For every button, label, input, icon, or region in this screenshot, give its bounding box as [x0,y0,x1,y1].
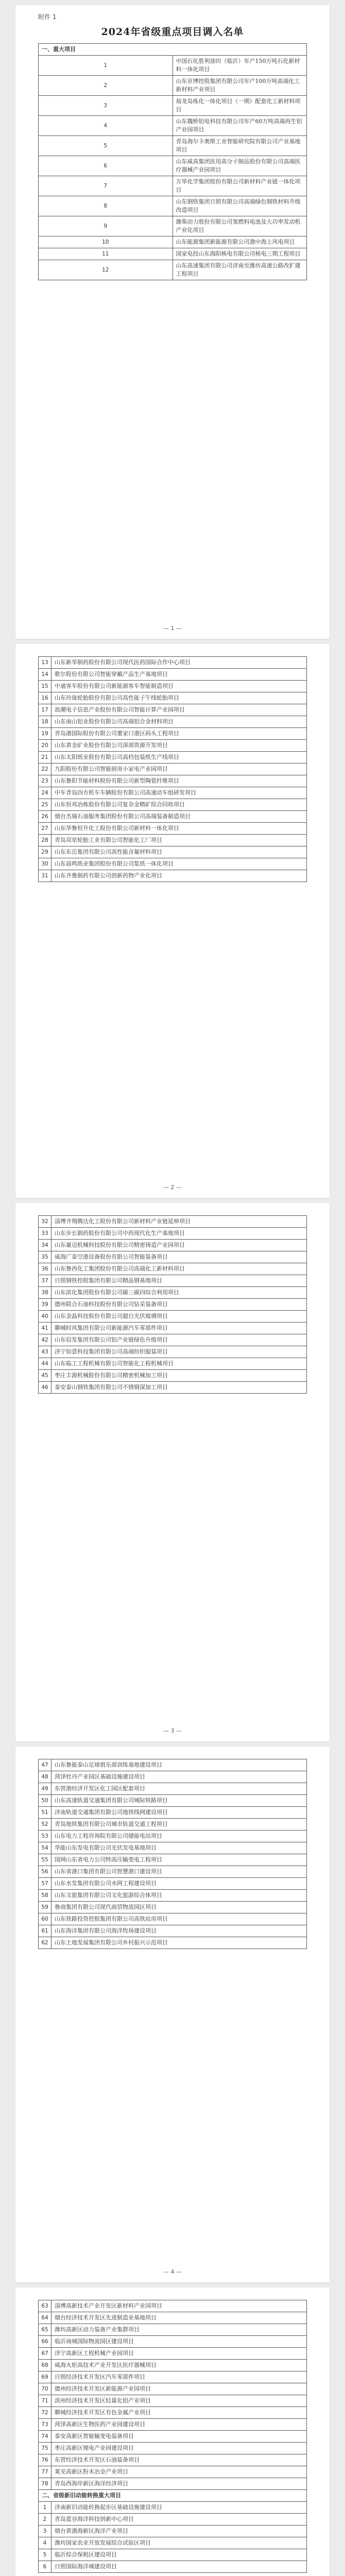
project-number: 15 [39,681,51,692]
project-row [39,2324,307,2336]
project-name: 山东威高集团医用高分子制品股份有限公司高端医疗器械产业园项目 [173,156,307,176]
project-number: 2 [39,2514,51,2526]
project-row [39,858,307,870]
project-name: 山东金晶科技股份有限公司超白光伏玻璃项目 [51,1311,307,1323]
project-number: 24 [39,787,51,799]
project-row [39,2443,307,2454]
project-name: 青岛蓝谷海洋科技创新中心项目 [51,2514,307,2526]
page-number: — 1 — [163,625,182,632]
project-row [39,2454,307,2466]
project-name: 山东铁路投资控股集团有限公司高铁站房项目 [51,1913,307,1925]
project-number: 72 [39,2407,51,2419]
project-table [38,656,307,882]
project-row [39,2336,307,2348]
project-row [39,1925,307,1937]
project-name: 山东华鲁恒升化工股份有限公司新材料一体化项目 [51,823,307,835]
project-name: 山东步长制药股份有限公司中药现代化生产基地项目 [51,1228,307,1240]
project-number: 67 [39,2348,51,2360]
project-row [39,1913,307,1925]
project-number: 74 [39,2431,51,2443]
project-name: 烟台经济技术开发区先进制造业基地项目 [51,2312,307,2324]
project-number: 43 [39,1346,51,1358]
project-number: 63 [39,2300,51,2312]
project-name: 鲁商集团有限公司现代商贸物流园区项目 [51,1902,307,1913]
project-name: 临沂商城国际物流园区建设项目 [51,2336,307,2348]
project-name: 潍柴动力股份有限公司氢燃料电池及大功率发动机产业化项目 [173,216,307,236]
project-row [39,1807,307,1819]
project-name: 德州经济技术开发区新能源产业园项目 [51,2383,307,2395]
project-row [39,1878,307,1890]
project-name: 山东高速轨道交通集团有限公司城际铁路项目 [51,1795,307,1807]
project-row [39,716,307,728]
project-row [39,2561,307,2573]
project-number: 58 [39,1890,51,1902]
project-name: 烟台杰瑞石油服务集团股份有限公司高端装备制造项目 [51,811,307,823]
project-number: 36 [39,1263,51,1275]
project-name: 东营港经济开发区化工园区配套项目 [51,1783,307,1795]
project-name: 淄博高新技术产业开发区新材料产业园项目 [51,2300,307,2312]
project-number: 3 [39,96,173,116]
project-number: 14 [39,669,51,681]
project-table [38,2300,307,2573]
project-number: 17 [39,704,51,716]
project-name: 山东滨化集团股份有限公司碳三碳四综合利用项目 [51,1287,307,1299]
project-row [39,1251,307,1263]
project-row [39,1771,307,1783]
project-name: 潍坊高新区动力装备产业集群项目 [51,2324,307,2336]
project-number: 44 [39,1358,51,1370]
project-row [39,2502,307,2514]
project-row [39,1323,307,1334]
project-row [39,811,307,823]
project-number: 42 [39,1334,51,1346]
project-name: 德州联合石油科技股份有限公司钻采装备项目 [51,1299,307,1311]
project-row [39,116,307,136]
project-name: 莱芜高新区粉末冶金产业项目 [51,2466,307,2478]
project-row [39,248,307,260]
project-number: 34 [39,1240,51,1251]
project-row [39,1358,307,1370]
project-number: 65 [39,2324,51,2336]
project-number: 23 [39,775,51,787]
project-number: 20 [39,740,51,752]
project-name: 日照经济技术开发区汽车零部件项目 [51,2371,307,2383]
project-row [39,2371,307,2383]
project-row [39,1902,307,1913]
project-name: 山东鲁阳节能材料股份有限公司新型陶瓷纤维项目 [51,775,307,787]
project-number: 25 [39,799,51,811]
project-name: 淄博齐翔腾达化工股份有限公司新材料产业链延伸项目 [51,1216,307,1228]
project-row [39,823,307,835]
project-number: 75 [39,2443,51,2454]
project-row [39,799,307,811]
project-row [39,846,307,858]
project-name: 山东太阳纸业股份有限公司高档包装纸生产线项目 [51,752,307,764]
project-table [38,1759,307,1949]
project-row [39,2431,307,2443]
category-header-row [39,2490,307,2502]
project-name: 菏泽牡丹产业园区基础设施建设项目 [51,1771,307,1783]
project-name: 济宁高新区工程机械产业园项目 [51,2348,307,2360]
project-number: 6 [39,2561,51,2573]
project-name: 枣庄丰源机械股份有限公司精密机械加工项目 [51,1370,307,1382]
project-number: 6 [39,156,173,176]
category-title: 二、省级新旧动能转换重大项目 [39,2490,307,2502]
project-row [39,1819,307,1831]
project-row [39,669,307,681]
project-row [39,2526,307,2537]
project-number: 60 [39,1913,51,1925]
project-number: 53 [39,1831,51,1842]
project-row [39,2407,307,2419]
project-row [39,216,307,236]
project-row [39,692,307,704]
project-number: 55 [39,1854,51,1866]
project-number: 47 [39,1759,51,1771]
project-number: 5 [39,136,173,156]
project-number: 13 [39,657,51,669]
project-row [39,2549,307,2561]
project-row [39,2360,307,2371]
project-number: 73 [39,2419,51,2431]
project-number: 71 [39,2395,51,2407]
project-name: 山东能源集团新能源有限公司渤中海上风电项目 [173,236,307,248]
project-name: 聊城时风集团有限公司新能源汽车零部件项目 [51,1323,307,1334]
project-number: 50 [39,1795,51,1807]
project-row [39,2300,307,2312]
project-name: 山东临工工程机械有限公司智能化工程机械项目 [51,1358,307,1370]
project-row [39,176,307,196]
project-row [39,2395,307,2407]
project-row [39,1842,307,1854]
project-number: 38 [39,1287,51,1299]
project-name: 山东黄金矿业股份有限公司深部资源开发项目 [51,740,307,752]
project-number: 41 [39,1323,51,1334]
project-name: 济南轨道交通集团有限公司地铁线网建设项目 [51,1807,307,1819]
project-name: 山东南山铝业股份有限公司高端铝合金材料项目 [51,716,307,728]
project-row [39,76,307,96]
project-name: 万华化学集团股份有限公司新材料产业链一体化项目 [173,176,307,196]
project-number: 56 [39,1866,51,1878]
project-row [39,260,307,280]
project-number: 62 [39,1937,51,1949]
project-name: 山东高速集团有限公司济南至潍坊高速公路改扩建工程项目 [173,260,307,280]
project-number: 32 [39,1216,51,1228]
page-number: — 3 — [163,1727,182,1734]
project-number: 8 [39,196,173,216]
project-number: 70 [39,2383,51,2395]
project-row [39,1216,307,1228]
project-row [39,2419,307,2431]
project-name: 浪潮电子信息产业股份有限公司智能计算产业园项目 [51,704,307,716]
project-number: 18 [39,716,51,728]
project-name: 青岛海尔卡奥斯工业智能研究院有限公司产业基地项目 [173,136,307,156]
project-row [39,136,307,156]
project-row [39,96,307,116]
project-row [39,1854,307,1866]
project-row [39,1263,307,1275]
project-number: 64 [39,2312,51,2324]
project-number: 59 [39,1902,51,1913]
project-number: 27 [39,823,51,835]
project-number: 66 [39,2336,51,2348]
project-number: 1 [39,56,173,76]
document-title: 2024年省级重点项目调入名单 [101,26,244,38]
project-number: 69 [39,2371,51,2383]
project-row [39,56,307,76]
project-name: 中车青岛四方机车车辆股份有限公司高速动车组研发项目 [51,787,307,799]
project-name: 青岛西海岸新区海洋经济项目 [51,2478,307,2490]
project-table [38,43,307,280]
project-name: 九阳股份有限公司智能厨房小家电产业园项目 [51,764,307,775]
project-row [39,870,307,882]
project-number: 22 [39,764,51,775]
project-name: 临沂综合保税区建设项目 [51,2549,307,2561]
project-number: 49 [39,1783,51,1795]
project-number: 46 [39,1382,51,1394]
project-name: 聊城经济技术开发区有色金属产业项目 [51,2407,307,2419]
project-row [39,787,307,799]
project-name: 山东省港口集团有限公司智慧港口建设项目 [51,1866,307,1878]
project-number: 5 [39,2549,51,2561]
project-name: 山东京博控股集团有限公司年产100万吨高端化工新材料产业项目 [173,76,307,96]
project-row [39,775,307,787]
project-number: 16 [39,692,51,704]
project-name: 山东土地发展集团有限公司乡村振兴示范项目 [51,1937,307,1949]
project-name: 山东玲珑轮胎股份有限公司高性能子午线轮胎项目 [51,692,307,704]
project-row [39,2514,307,2526]
project-number: 4 [39,116,173,136]
project-row [39,1370,307,1382]
document-page-4 [15,1747,330,2282]
project-number: 48 [39,1771,51,1783]
project-name: 济南新旧动能转换起步区基础设施建设项目 [51,2502,307,2514]
project-name: 日照钢铁控股集团有限公司精品钢基地项目 [51,1275,307,1287]
project-name: 歌尔股份有限公司智能穿戴产品生产基地项目 [51,669,307,681]
project-name: 山东鲁西化工集团股份有限公司高端化工新材料项目 [51,1263,307,1275]
project-row [39,156,307,176]
project-number: 11 [39,248,173,260]
project-row [39,681,307,692]
project-row [39,740,307,752]
project-number: 31 [39,870,51,882]
project-number: 19 [39,728,51,740]
project-number: 2 [39,76,173,96]
project-name: 裕龙岛炼化一体化项目（一期）配套化工新材料项目 [173,96,307,116]
document-page-3 [15,1203,330,1741]
document-page-5 [15,2287,330,2576]
project-number: 1 [39,2502,51,2514]
project-number: 61 [39,1925,51,1937]
project-row [39,2537,307,2549]
project-name: 潍坊国家农业开放发展综合试验区项目 [51,2537,307,2549]
project-name: 东营经济技术开发区石油装备项目 [51,2454,307,2466]
project-number: 68 [39,2360,51,2371]
project-row [39,1783,307,1795]
project-name: 威海火炬高技术产业开发区医疗器械项目 [51,2360,307,2371]
project-number: 78 [39,2478,51,2490]
project-name: 山东豪迈机械科技股份有限公司精密铸造产业园项目 [51,1240,307,1251]
project-name: 菏泽高新区生物医药产业园建设项目 [51,2419,307,2431]
project-row [39,752,307,764]
project-name: 济宁如意科技集团有限公司高端纺织服装项目 [51,1346,307,1358]
project-name: 枣庄高新区锂电产业园建设项目 [51,2443,307,2454]
project-name: 山东恒邦冶炼股份有限公司复杂金精矿综合回收项目 [51,799,307,811]
project-row [39,1299,307,1311]
project-row [39,2312,307,2324]
project-name: 山东魏桥铝电科技有限公司年产60万吨高端再生铝产业园项目 [173,116,307,136]
project-number: 10 [39,236,173,248]
project-row [39,2466,307,2478]
project-name: 山东水发集团有限公司水网工程建设项目 [51,1878,307,1890]
project-number: 7 [39,176,173,196]
project-name: 山东文旅集团有限公司文化旅游综合体项目 [51,1890,307,1902]
project-name: 泰安泰山钢铁集团有限公司不锈钢深加工项目 [51,1382,307,1394]
project-row [39,1240,307,1251]
project-number: 29 [39,846,51,858]
project-number: 54 [39,1842,51,1854]
project-number: 30 [39,858,51,870]
project-number: 76 [39,2454,51,2466]
project-name: 日照国际海洋城建设项目 [51,2561,307,2573]
project-row [39,1275,307,1287]
project-row [39,1346,307,1358]
project-name: 山东东岳集团有限公司高性能含氟材料项目 [51,846,307,858]
project-row [39,1311,307,1323]
project-row [39,1795,307,1807]
project-row [39,764,307,775]
project-number: 77 [39,2466,51,2478]
project-number: 26 [39,811,51,823]
project-row [39,1937,307,1949]
project-row [39,1228,307,1240]
project-name: 山东新华制药股份有限公司现代医药国际合作中心项目 [51,657,307,669]
project-number: 52 [39,1819,51,1831]
page-number: — 2 — [163,1184,182,1191]
project-row [39,704,307,716]
project-row [39,2383,307,2395]
project-name: 国网山东省电力公司特高压输变电工程项目 [51,1854,307,1866]
project-number: 4 [39,2537,51,2549]
project-name: 滨州经济技术开发区轻量化铝产业项目 [51,2395,307,2407]
attachment-label: 附件 1 [38,13,57,21]
project-number: 37 [39,1275,51,1287]
project-name: 山东钢铁集团日照有限公司高端绿色钢铁材料升级改造项目 [173,196,307,216]
project-number: 21 [39,752,51,764]
project-row [39,1334,307,1346]
project-row [39,1831,307,1842]
project-name: 山东海洋集团有限公司海洋牧场建设项目 [51,1925,307,1937]
project-name: 山东鲁能泰山足球俱乐部训练基地建设项目 [51,1759,307,1771]
project-number: 28 [39,835,51,846]
project-number: 45 [39,1370,51,1382]
project-number: 51 [39,1807,51,1819]
project-name: 中国石化胜利油田（临沂）年产150万吨石化新材料一体化项目 [173,56,307,76]
project-name: 山东电力工程咨询院有限公司储能电站项目 [51,1831,307,1842]
project-number: 57 [39,1878,51,1890]
project-row [39,236,307,248]
document-page-1 [15,5,330,639]
project-name: 烟台黄渤海新区海洋产业项目 [51,2526,307,2537]
project-name: 山东信发集团有限公司铝产业链绿色升级项目 [51,1334,307,1346]
category-header-row [39,44,307,56]
project-number: 39 [39,1299,51,1311]
project-row [39,1866,307,1878]
project-number: 35 [39,1251,51,1263]
project-number: 12 [39,260,173,280]
project-row [39,1759,307,1771]
document-page-2 [15,644,330,1198]
project-row [39,657,307,669]
project-number: 40 [39,1311,51,1323]
project-row [39,2478,307,2490]
project-name: 泰安高新区智能输变电装备项目 [51,2431,307,2443]
category-title: 一、重大项目 [39,44,307,56]
project-table [38,1215,307,1394]
project-name: 华能山东发电有限公司光伏发电基地项目 [51,1842,307,1854]
project-name: 青岛港国际股份有限公司董家口港区码头工程项目 [51,728,307,740]
project-row [39,196,307,216]
project-row [39,1287,307,1299]
project-row [39,728,307,740]
project-number: 33 [39,1228,51,1240]
page-number: — 4 — [163,2268,182,2275]
project-name: 青岛地铁集团有限公司城市轨道交通工程项目 [51,1819,307,1831]
project-row [39,1382,307,1394]
project-number: 3 [39,2526,51,2537]
project-name: 国家电投山东海阳核电有限公司核电三期工程项目 [173,248,307,260]
project-number: 9 [39,216,173,236]
project-name: 山东齐鲁制药有限公司创新药物产业化项目 [51,870,307,882]
project-row [39,835,307,846]
project-name: 山东晨鸣纸业集团股份有限公司浆纸一体化项目 [51,858,307,870]
project-row [39,2348,307,2360]
project-name: 威海广泰空港设备股份有限公司智能装备项目 [51,1251,307,1263]
project-name: 青岛双星轮胎工业有限公司智能化工厂项目 [51,835,307,846]
project-name: 中通客车股份有限公司新能源客车智能制造项目 [51,681,307,692]
project-row [39,1890,307,1902]
